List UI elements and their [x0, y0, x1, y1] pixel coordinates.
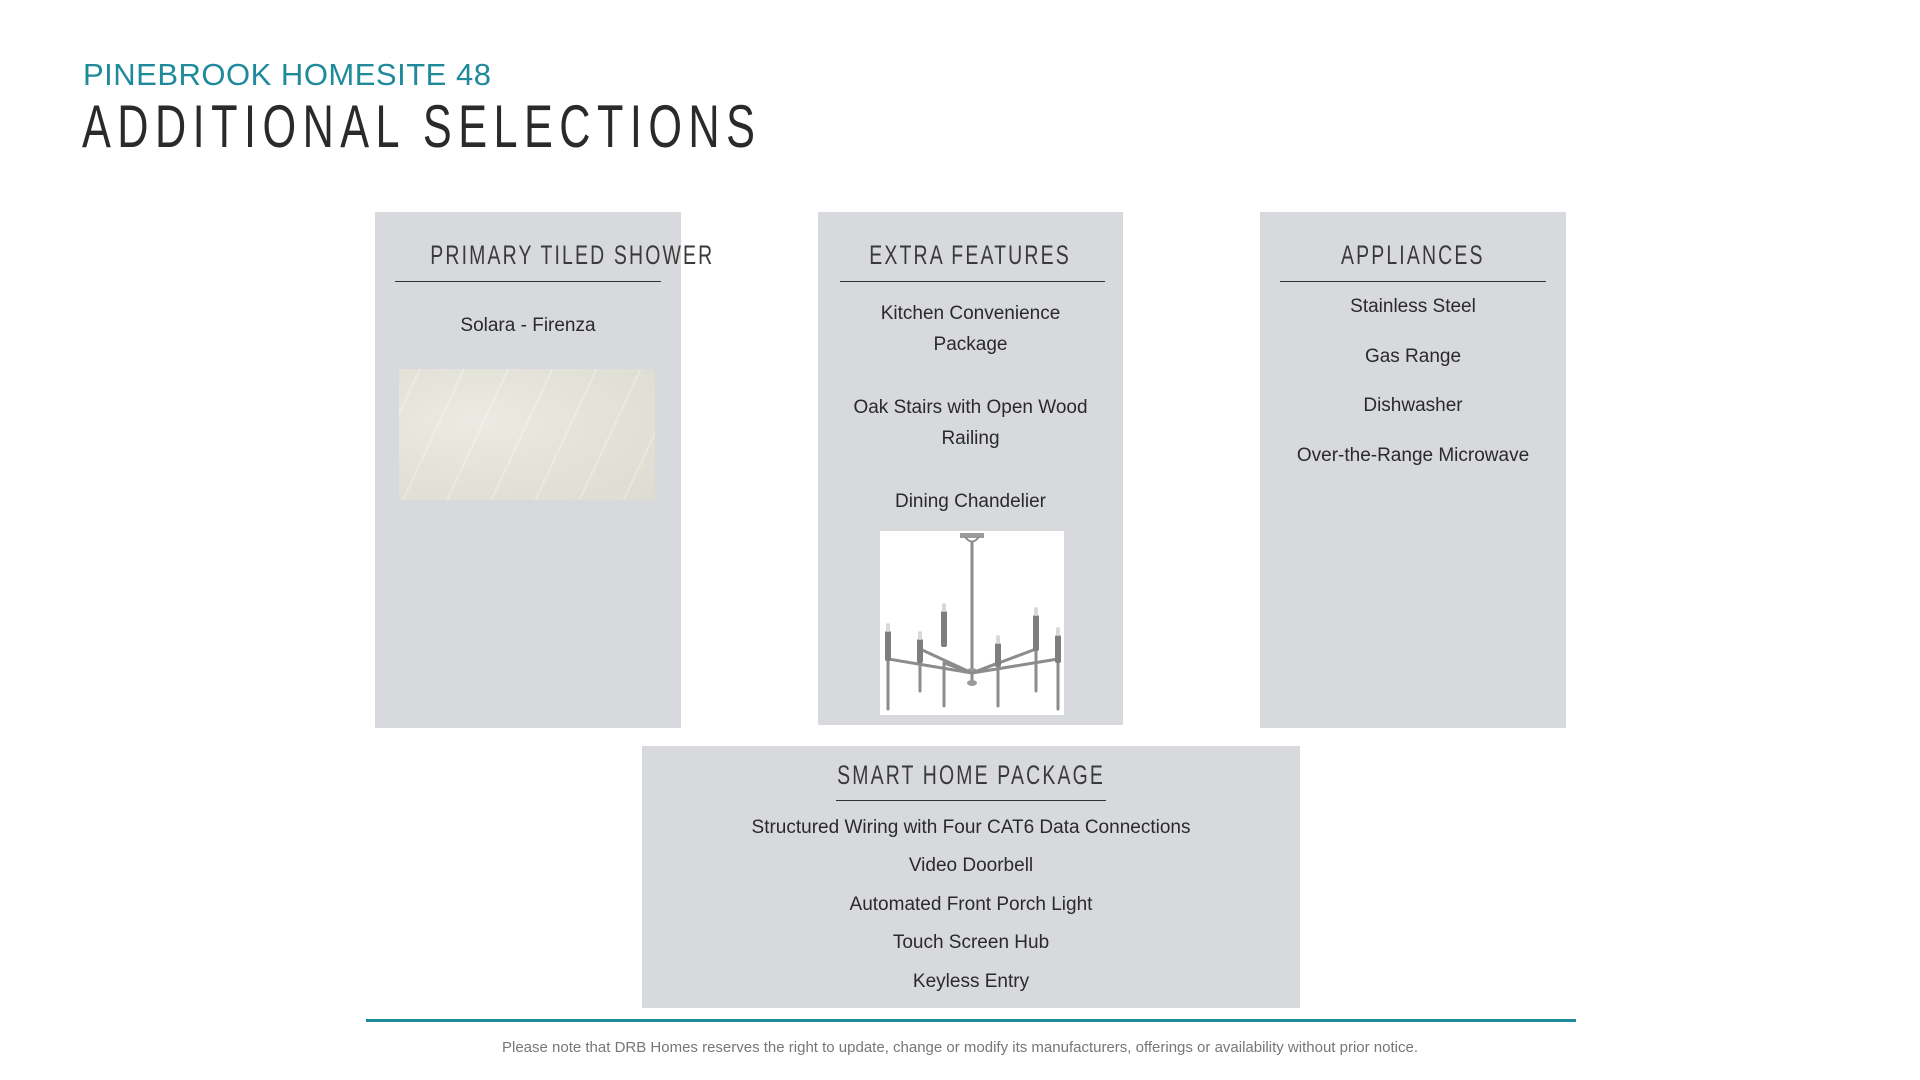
card-heading: PRIMARY TILED SHOWER	[430, 240, 715, 270]
card-heading: SMART HOME PACKAGE	[837, 760, 1105, 790]
list-item: Kitchen Convenience	[880, 303, 1061, 324]
chandelier-icon	[880, 531, 1064, 715]
list-item: Video Doorbell	[908, 855, 1034, 876]
heading-underline	[1280, 281, 1546, 282]
disclaimer-text: Please note that DRB Homes reserves the right to update, change or modify its manufacturers, offerings or availability without prior notice.	[501, 1039, 1418, 1056]
list-item: Dining Chandelier	[894, 491, 1047, 512]
heading-underline	[840, 281, 1105, 282]
page-title: ADDITIONAL SELECTIONS	[82, 93, 762, 160]
heading-underline	[836, 800, 1106, 801]
list-item: Over-the-Range Microwave	[1296, 445, 1530, 466]
list-item: Automated Front Porch Light	[849, 894, 1093, 915]
list-item: Keyless Entry	[912, 971, 1030, 992]
chandelier-image	[880, 531, 1064, 715]
list-item: Touch Screen Hub	[892, 932, 1050, 953]
card-heading: EXTRA FEATURES	[869, 240, 1072, 270]
list-item: Solara - Firenza	[460, 315, 596, 336]
list-item: Dishwasher	[1363, 395, 1463, 416]
card-primary-tiled-shower	[375, 212, 715, 728]
list-item: Package	[933, 334, 1008, 355]
list-item: Gas Range	[1364, 346, 1462, 367]
card-appliances	[1260, 212, 1566, 728]
heading-underline	[395, 281, 661, 282]
tile-sample-image	[399, 369, 655, 500]
card-smart-home-package	[642, 746, 1300, 1008]
list-item: Railing	[941, 428, 1000, 449]
list-item: Structured Wiring with Four CAT6 Data Connections	[751, 817, 1191, 838]
card-heading: APPLIANCES	[1341, 240, 1485, 270]
list-item: Stainless Steel	[1350, 296, 1476, 317]
list-item: Oak Stairs with Open Wood	[853, 397, 1088, 418]
card-extra-features	[818, 212, 1123, 725]
project-subtitle: PINEBROOK HOMESITE 48	[83, 57, 492, 92]
footer-divider	[366, 1019, 1576, 1022]
